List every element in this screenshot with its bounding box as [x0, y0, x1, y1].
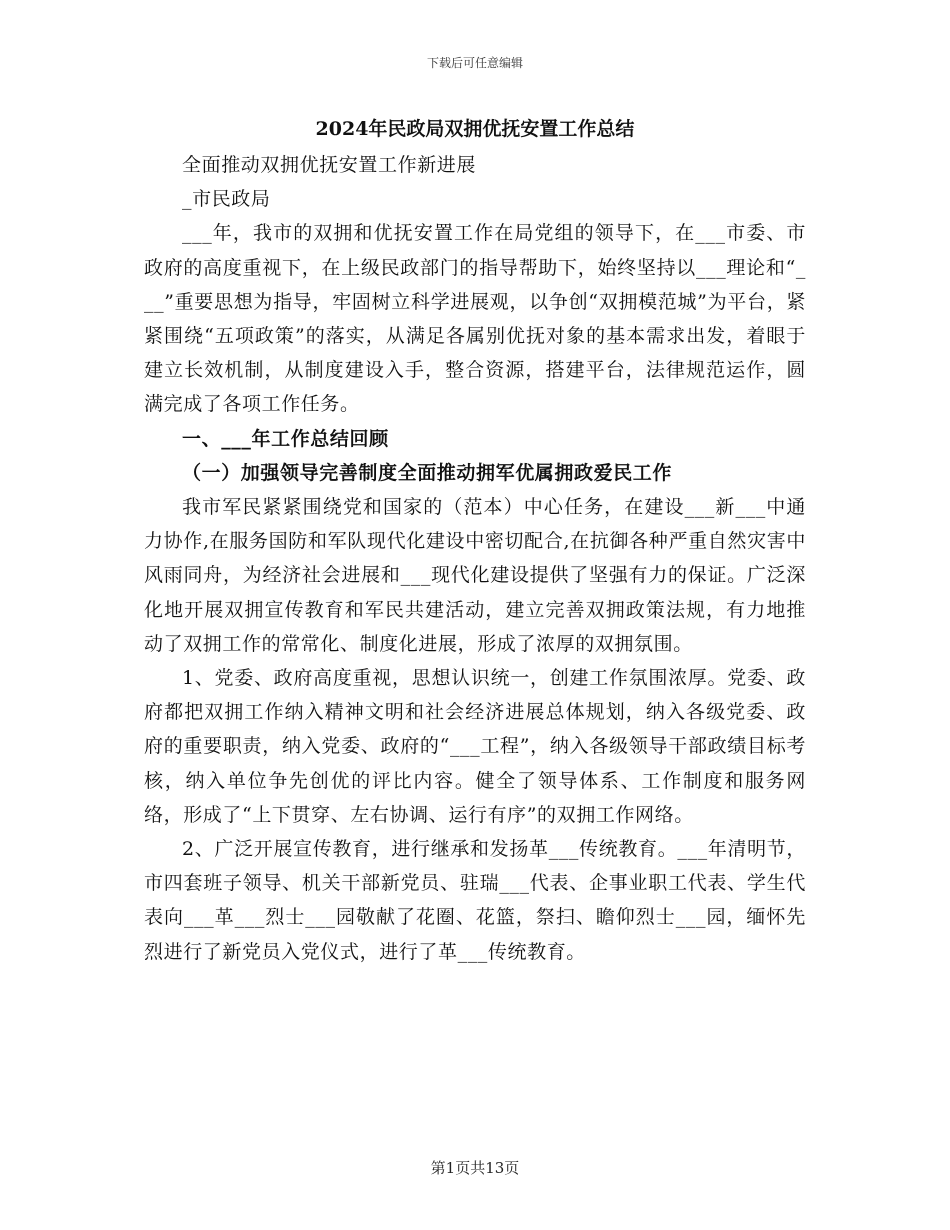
body-paragraph-3: 2、广泛开展宣传教育，进行继承和发扬革___传统教育。___年清明节，市四套班子领导、机关干部新党员、驻瑞___代表、企事业职工代表、学生代表向___革___烈士___园敬献了花圈、花篮，祭扫、瞻仰烈士___园，缅怀先烈进行了新党员入党仪式，进行了革___传统教育。: [144, 838, 806, 963]
subsection-heading: （一）加强领导完善制度全面推动拥军优属拥政爱民工作: [182, 461, 673, 484]
body-paragraph-1: 我市军民紧紧围绕党和国家的（范本）中心任务，在建设___新___中通力协作,在服务国防和军队现代化建设中密切配合,在抗御各种严重自然灾害中风雨同舟，为经济社会进展和___现代化建设提供了坚强有力的保证。广泛深化地开展双拥宣传教育和军民共建活动，建立完善双拥政策法规，有力地推动了双拥工作的常常化、制度化进展，形成了浓厚的双拥氛围。: [144, 496, 806, 655]
page-number: 第1页共13页: [430, 1159, 520, 1177]
document-title: 2024年民政局双拥优抚安置工作总结: [315, 118, 635, 140]
document-author: _市民政局: [182, 188, 271, 211]
page-header-note: 下载后可任意编辑: [426, 56, 523, 70]
document-body: [144, 112, 806, 969]
document-subtitle: 全面推动双拥优抚安置工作新进展: [182, 154, 477, 176]
intro-paragraph: ___年，我市的双拥和优抚安置工作在局党组的领导下，在___市委、市政府的高度重视下，在上级民政部门的指导帮助下，始终坚持以___理论和“___”重要思想为指导，牢固树立科学进展观，以争创“双拥模范城”为平台，紧紧围绕“五项政策”的落实，从满足各属别优抚对象的基本需求出发，着眼于建立长效机制，从制度建设入手，整合资源，搭建平台，法律规范运作，圆满完成了各项工作任务。: [144, 222, 806, 416]
body-paragraph-2: 1、党委、政府高度重视，思想认识统一，创建工作氛围浓厚。党委、政府都把双拥工作纳入精神文明和社会经济进展总体规划，纳入各级党委、政府的重要职责，纳入党委、政府的“___工程”，纳入各级领导干部政绩目标考核，纳入单位争先创优的评比内容。健全了领导体系、工作制度和服务网络，形成了“上下贯穿、左右协调、运行有序”的双拥工作网络。: [144, 667, 806, 826]
section-heading: 一、___年工作总结回顾: [182, 427, 389, 450]
